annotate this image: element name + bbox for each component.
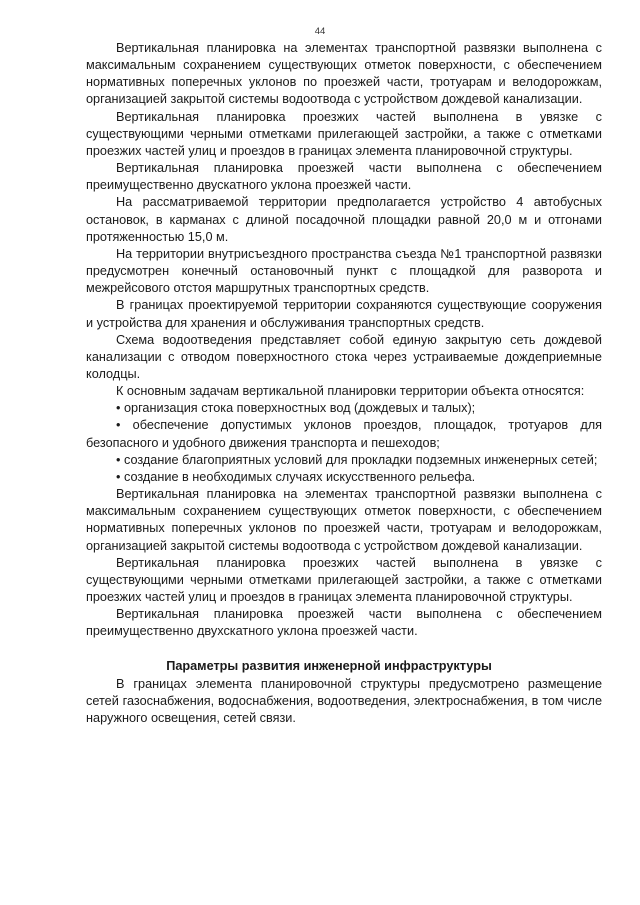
list-item: • создание в необходимых случаях искусственного рельефа. — [116, 469, 476, 484]
paragraph: Вертикальная планировка проезжей части выполнена с обеспечением преимущественно двухскатного уклона проезжей части. — [86, 607, 602, 639]
section-paragraph: В границах элемента планировочной структуры предусмотрено размещение сетей газоснабжения, водоснабжения, водоотведения, электроснабжения, в том числе наружного освещения, сетей связи. — [86, 676, 602, 725]
paragraph: Вертикальная планировка проезжей части выполнена с обеспечением преимущественно двускатного уклона проезжей части. — [86, 161, 602, 193]
paragraph: На территории внутрисъездного пространства съезда №1 транспортной развязки предусмотрен конечный остановочный пункт с площадкой для разворота и межрейсового отстоя маршрутных транспортных средств. — [86, 246, 602, 296]
paragraph: К основным задачам вертикальной планировки территории объекта относятся: — [116, 384, 585, 399]
paragraph: На рассматриваемой территории предполагается устройство 4 автобусных остановок, в карманах с длиной посадочной площадки равной 20,0 м и отгонами протяженностью 15,0 м. — [86, 195, 602, 244]
list-item: • организация стока поверхностных вод (дождевых и талых); — [116, 401, 476, 416]
paragraph: Вертикальная планировка проезжих частей выполнена в увязке с существующими черными отметками прилегающей застройки, а также с отметками проезжих частей улиц и проездов в границах элемента планировочной структуры. — [86, 555, 602, 604]
paragraph: Вертикальная планировка проезжих частей выполнена в увязке с существующими черными отметками прилегающей застройки, а также с отметками проезжих частей улиц и проездов в границах элемента планировочной структуры. — [86, 109, 602, 158]
paragraph: Вертикальная планировка на элементах транспортной развязки выполнена с максимальным сохранением существующих отметок поверхности, с обеспечением нормативных поперечных уклонов по проезжей части, тротуарам и велодорожкам, организацией закрытой системы водоотвода с устройством дождевой канализации. — [86, 487, 602, 553]
paragraph: В границах проектируемой территории сохраняются существующие сооружения и устройства для хранения и обслуживания транспортных средств. — [86, 298, 602, 330]
document-body — [86, 40, 602, 727]
paragraph: Вертикальная планировка на элементах транспортной развязки выполнена с максимальным сохранением существующих отметок поверхности, с обеспечением нормативных поперечных уклонов по проезжей части, тротуарам и велодорожкам, организацией закрытой системы водоотвода с устройством дождевой канализации. — [86, 41, 602, 107]
paragraph: Схема водоотведения представляет собой единую закрытую сеть дождевой канализации с отводом поверхностного стока через устраиваемые дождеприемные колодцы. — [86, 332, 602, 381]
list-item: • обеспечение допустимых уклонов проездов, площадок, тротуаров для безопасного и удобного движения транспорта и пешеходов; — [86, 418, 602, 450]
section-heading: Параметры развития инженерной инфраструктуры — [166, 659, 492, 674]
page-number: 44 — [314, 26, 326, 37]
list-item: • создание благоприятных условий для прокладки подземных инженерных сетей; — [116, 452, 598, 467]
